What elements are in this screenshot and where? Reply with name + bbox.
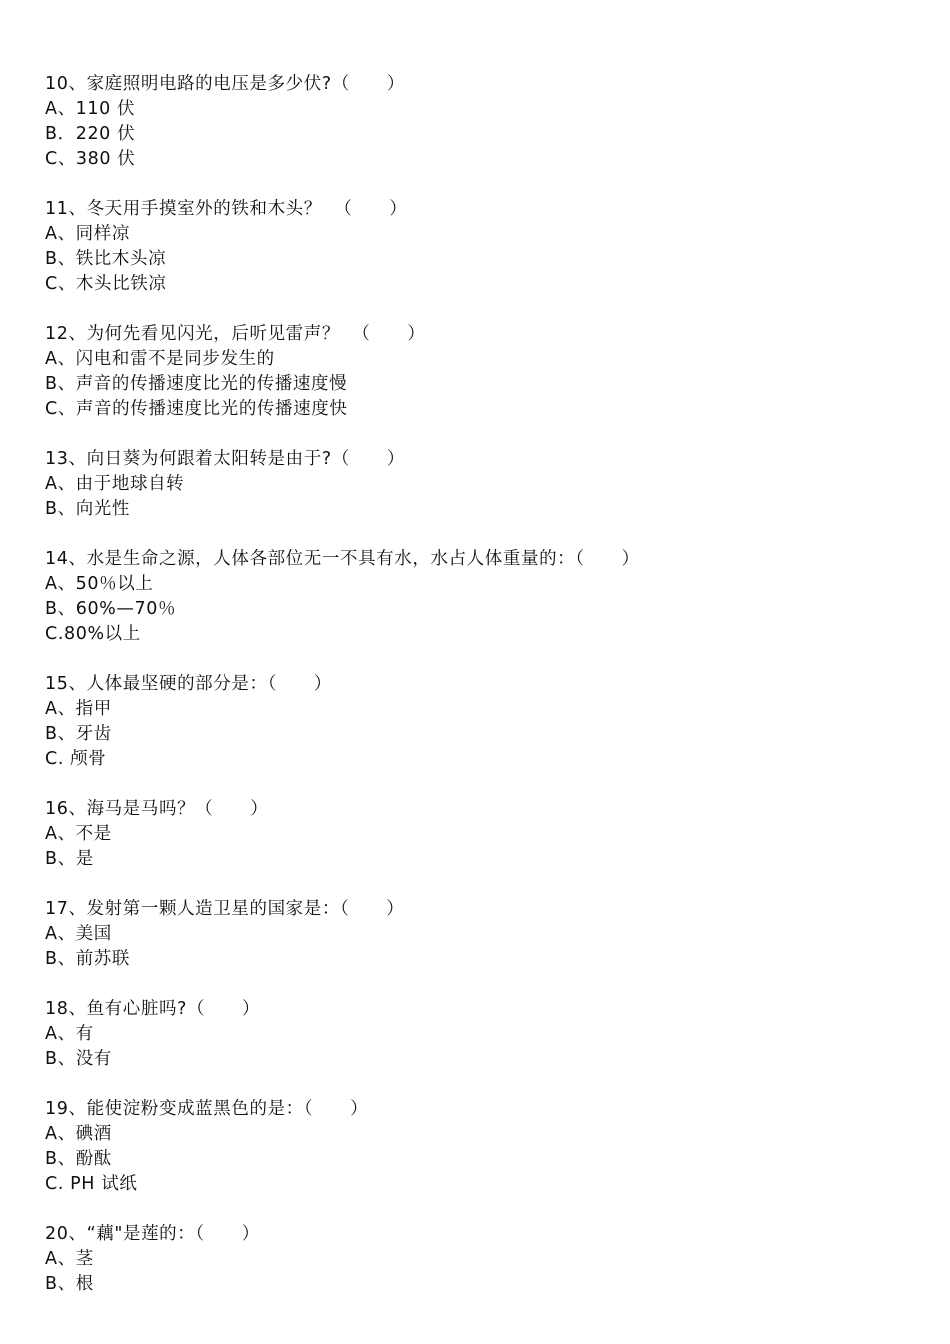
option-b: B、没有 — [45, 1049, 112, 1069]
option-a: A、有 — [45, 1024, 94, 1044]
option-b: B、根 — [45, 1274, 94, 1294]
option-b: B、前苏联 — [45, 949, 131, 969]
option-a: A、同样凉 — [45, 224, 130, 244]
option-b: B、酚酞 — [45, 1149, 112, 1169]
option-a: A、不是 — [45, 824, 112, 844]
question-text: 18、鱼有心脏吗?（ ） — [45, 999, 261, 1019]
quiz-document — [45, 72, 905, 1322]
option-b: B．220 伏 — [45, 124, 136, 144]
option-a: A、指甲 — [45, 699, 112, 719]
option-b: B、是 — [45, 849, 94, 869]
question-14 — [45, 547, 905, 647]
option-a: A、110 伏 — [45, 99, 136, 119]
question-16 — [45, 797, 905, 872]
option-b: B、声音的传播速度比光的传播速度慢 — [45, 374, 348, 394]
question-19 — [45, 1097, 905, 1197]
option-a: A、50％以上 — [45, 574, 154, 594]
question-text: 17、发射第一颗人造卫星的国家是：（ ） — [45, 899, 405, 919]
option-c: C. PH 试纸 — [45, 1174, 138, 1194]
option-b: B、铁比木头凉 — [45, 249, 167, 269]
question-10 — [45, 72, 905, 172]
question-20 — [45, 1222, 905, 1297]
option-a: A、美国 — [45, 924, 112, 944]
option-a: A、由于地球自转 — [45, 474, 185, 494]
question-15 — [45, 672, 905, 772]
option-c: C、380 伏 — [45, 149, 136, 169]
option-a: A、碘酒 — [45, 1124, 112, 1144]
question-text: 13、向日葵为何跟着太阳转是由于?（ ） — [45, 449, 405, 469]
question-12 — [45, 322, 905, 422]
question-11 — [45, 197, 905, 297]
option-b: B、牙齿 — [45, 724, 112, 744]
option-a: A、闪电和雷不是同步发生的 — [45, 349, 275, 369]
option-c: C. 颅骨 — [45, 749, 107, 769]
question-13 — [45, 447, 905, 522]
question-text: 14、水是生命之源，人体各部位无一不具有水，水占人体重量的：（ ） — [45, 549, 640, 569]
option-c: C、木头比铁凉 — [45, 274, 167, 294]
option-a: A、茎 — [45, 1249, 94, 1269]
option-b: B、60%—70％ — [45, 599, 177, 619]
question-text: 16、海马是马吗？（ ） — [45, 799, 269, 819]
option-c: C、声音的传播速度比光的传播速度快 — [45, 399, 348, 419]
question-text: 20、“藕"是莲的：（ ） — [45, 1224, 260, 1244]
question-text: 19、能使淀粉变成蓝黑色的是：（ ） — [45, 1099, 369, 1119]
question-text: 10、家庭照明电路的电压是多少伏?（ ） — [45, 74, 405, 94]
question-text: 11、冬天用手摸室外的铁和木头？ （ ） — [45, 199, 408, 219]
question-17 — [45, 897, 905, 972]
question-18 — [45, 997, 905, 1072]
question-text: 12、为何先看见闪光，后听见雷声？ （ ） — [45, 324, 426, 344]
option-b: B、向光性 — [45, 499, 131, 519]
question-text: 15、人体最坚硬的部分是：（ ） — [45, 674, 332, 694]
option-c: C.80%以上 — [45, 624, 141, 644]
